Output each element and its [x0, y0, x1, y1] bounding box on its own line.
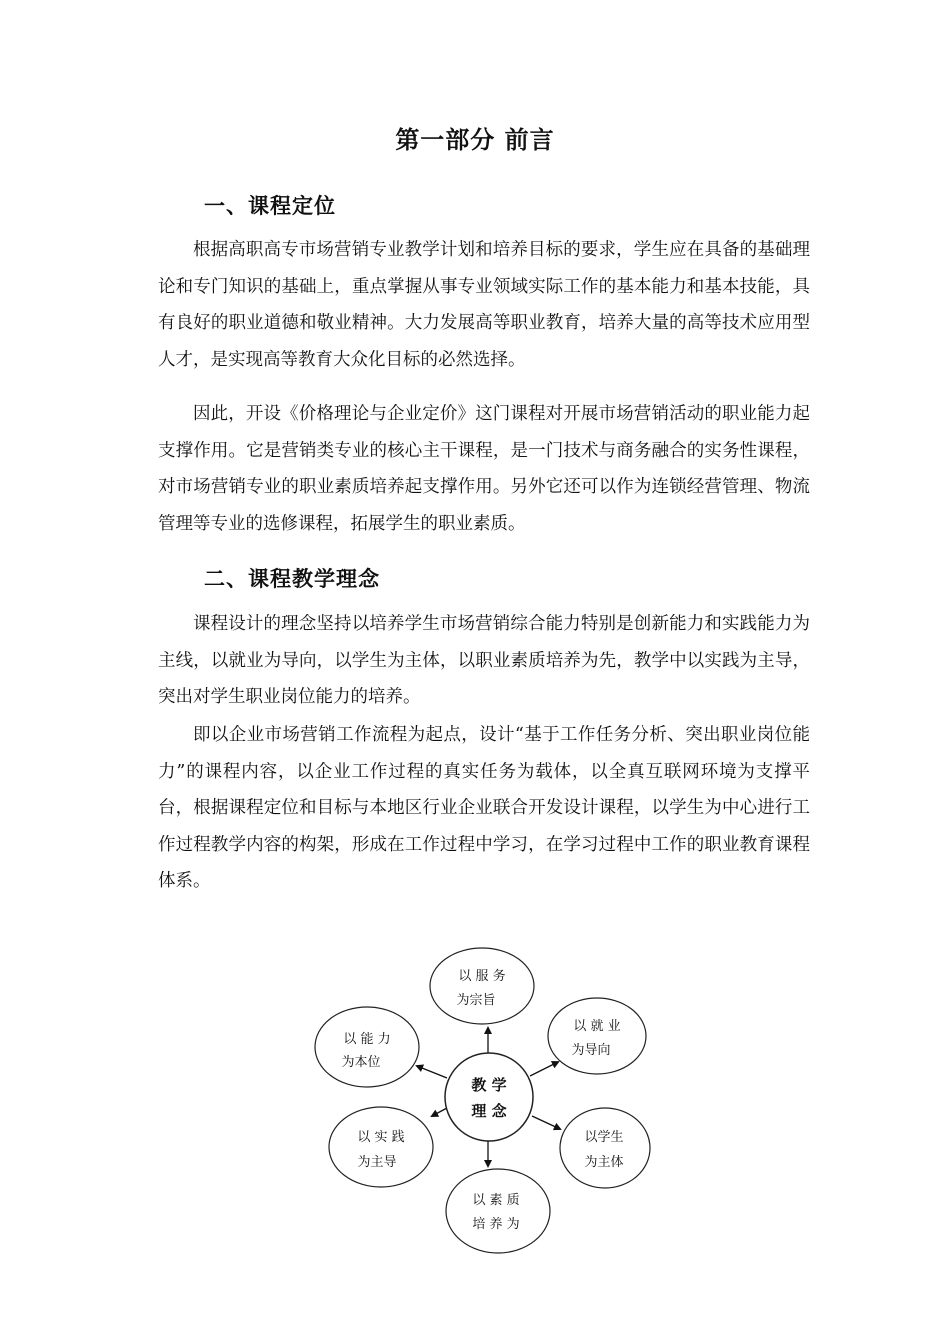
paragraph: 根据高职高专市场营销专业教学计划和培养目标的要求，学生应在具备的基础理论和专门知识的基础上，重点掌握从事专业领域实际工作的基本能力和基本技能，具有良好的职业道德和敬业精神。大力发展高等职业教育，培养大量的高等技术应用型人才，是实现高等教育大众化目标的必然选择。 — [158, 240, 810, 370]
node-circle-student — [560, 1108, 650, 1188]
node-circle-practice — [329, 1107, 433, 1187]
center-label-line2: 理 念 — [471, 1102, 507, 1120]
arrow-to-ability — [417, 1066, 447, 1078]
node-circle-ability — [315, 1007, 419, 1087]
page-title: 第一部分 前言 — [395, 125, 555, 154]
teaching-philosophy-diagram — [300, 936, 660, 1266]
arrow-to-employment — [530, 1062, 558, 1076]
section-heading-course-positioning: 一、课程定位 — [204, 193, 336, 218]
diagram-svg — [300, 936, 660, 1266]
node-ability-line2: 为本位 — [341, 1055, 381, 1070]
node-service-line1: 以 服 务 — [458, 969, 506, 984]
section-heading-teaching-philosophy: 二、课程教学理念 — [204, 566, 380, 591]
node-practice-line1: 以 实 践 — [357, 1130, 405, 1145]
node-ability-line1: 以 能 力 — [343, 1032, 391, 1047]
node-circle-service — [430, 948, 534, 1024]
node-student-line2: 为主体 — [584, 1155, 624, 1170]
arrow-to-student — [532, 1116, 560, 1129]
node-practice-line2: 为主导 — [357, 1155, 397, 1170]
node-employment-line1: 以 就 业 — [573, 1019, 621, 1034]
arrow-to-practice — [432, 1108, 447, 1116]
paragraph: 即以企业市场营销工作流程为起点，设计“基于工作任务分析、突出职业岗位能力”的课程内容，以企业工作过程的真实任务为载体，以全真互联网环境为支撑平台，根据课程定位和目标与本地区行业企业联合开发设计课程，以学生为中心进行工作过程教学内容的构架，形成在工作过程中学习，在学习过程中工作的职业教育课程体系。 — [158, 725, 810, 891]
paragraph: 课程设计的理念坚持以培养学生市场营销综合能力特别是创新能力和实践能力为主线，以就业为导向，以学生为主体，以职业素质培养为先，教学中以实践为主导，突出对学生职业岗位能力的培养。 — [158, 614, 810, 707]
node-quality-line1: 以 素 质 — [472, 1193, 520, 1208]
center-label-line1: 教 学 — [471, 1076, 507, 1094]
node-service-line2: 为宗旨 — [456, 993, 496, 1008]
node-student-line1: 以学生 — [584, 1130, 624, 1145]
node-employment-line2: 为导向 — [571, 1043, 611, 1058]
center-circle — [445, 1053, 533, 1141]
node-circle-quality — [446, 1169, 550, 1253]
node-circle-employment — [548, 998, 646, 1074]
paragraph: 因此，开设《价格理论与企业定价》这门课程对开展市场营销活动的职业能力起支撑作用。它是营销类专业的核心主干课程，是一门技术与商务融合的实务性课程，对市场营销专业的职业素质培养起支撑作用。另外它还可以作为连锁经营管理、物流管理等专业的选修课程，拓展学生的职业素质。 — [158, 404, 810, 534]
node-quality-line2: 培 养 为 — [472, 1217, 520, 1232]
